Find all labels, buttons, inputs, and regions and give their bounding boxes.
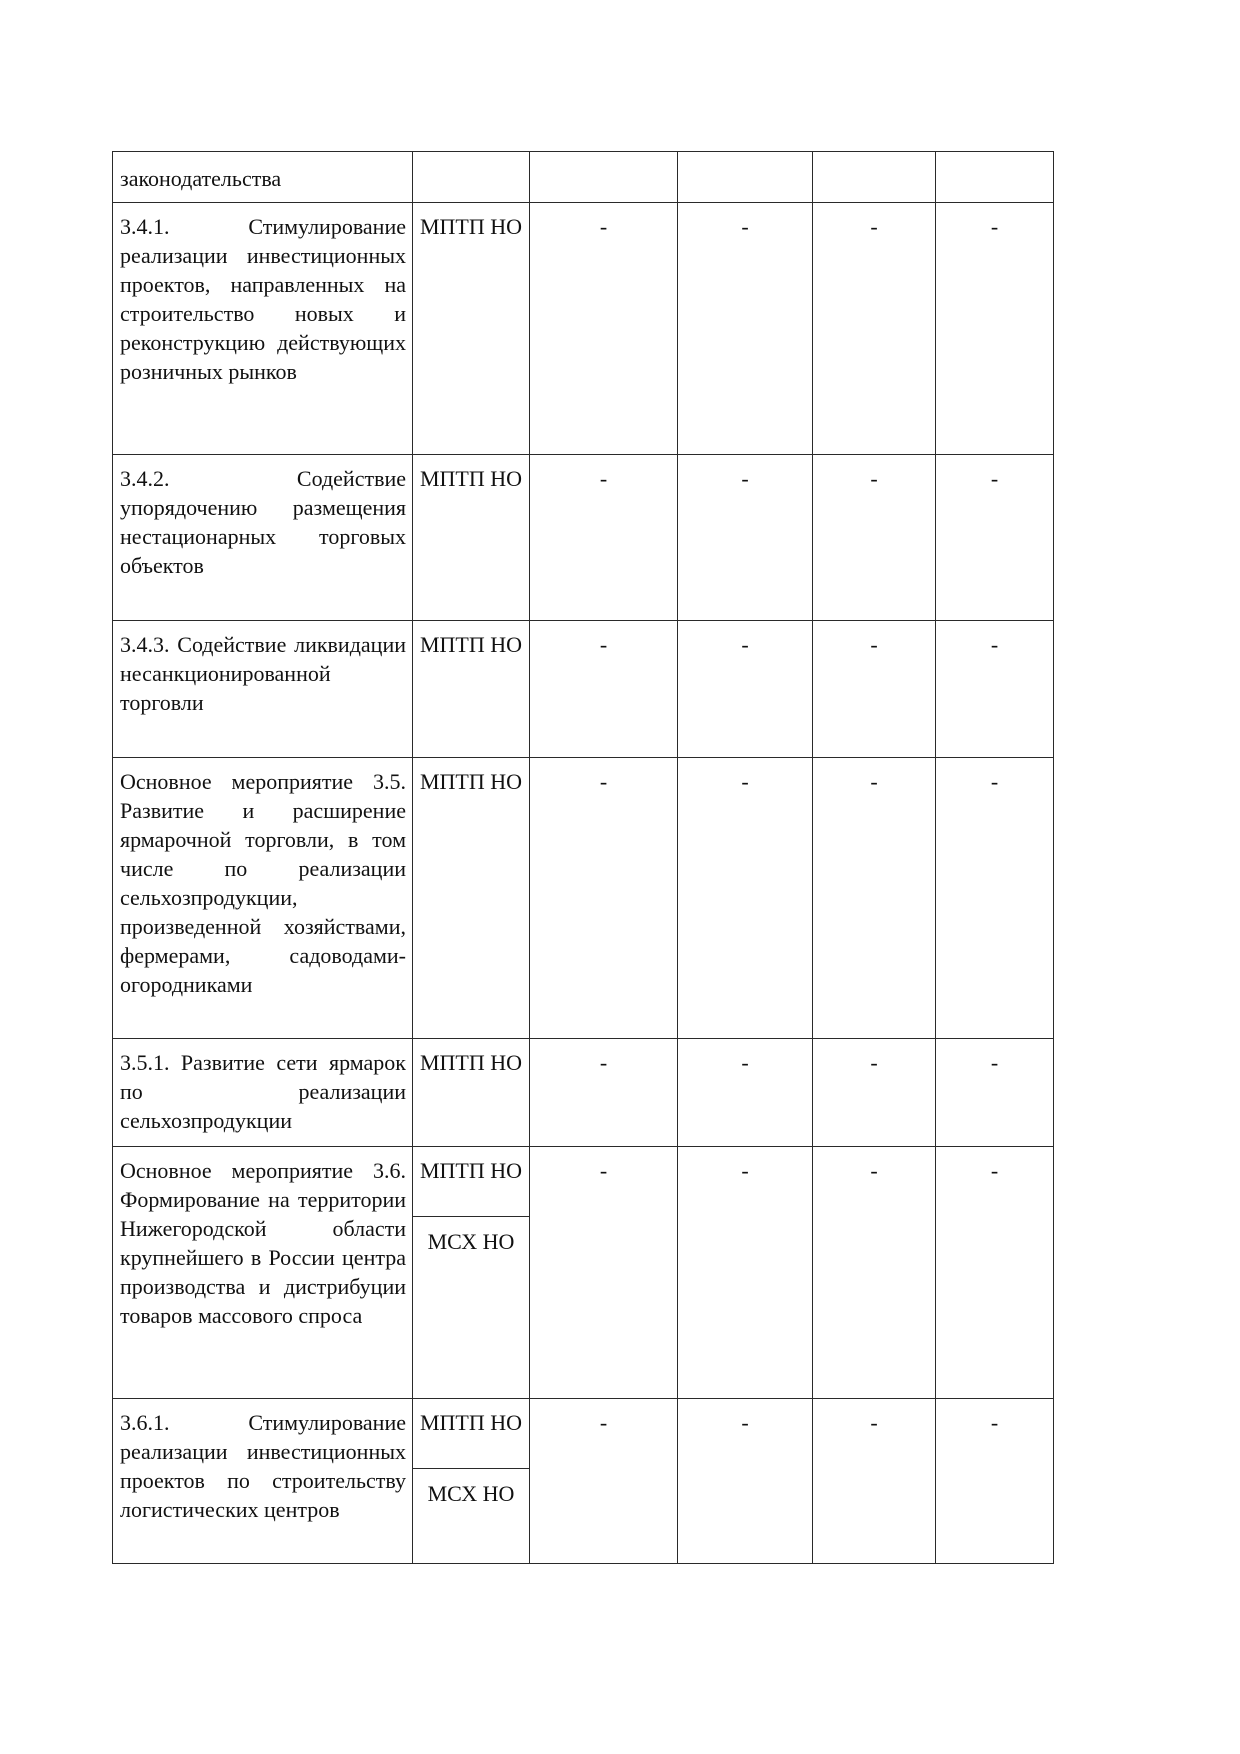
description-cell [113,203,413,455]
table-row [113,1147,1054,1399]
measures-table [112,151,1054,1564]
table-row [113,758,1054,1039]
description-text: Основное мероприятие 3.6. Формирование на территории Нижегородской области крупнейшего в России центра производства и дистрибуции товаров массового спроса [120,1158,406,1328]
value-cell: - [936,1039,1054,1147]
executor-text: МПТП НО [419,214,523,239]
executor-text: МПТП НО [419,769,523,794]
executor-cell [413,203,530,455]
description-text: 3.4.1. Стимулирование реализации инвестиционных проектов, направленных на строительство новых и реконструкцию действующих розничных рынков [120,214,406,384]
table-row [113,152,1054,203]
value-cell: - [530,1399,678,1564]
executor-text: МПТП НО [419,632,523,657]
value-cell: - [678,1147,813,1399]
value-cell: - [936,1147,1054,1399]
table-row [113,621,1054,758]
description-cell [113,621,413,758]
value-cell: - [813,621,936,758]
value-cell: - [678,455,813,621]
description-text: 3.5.1. Развитие сети ярмарок по реализации сельхозпродукции [120,1050,406,1133]
value-cell: - [936,1399,1054,1564]
executor-text: МПТП НО [419,466,523,491]
value-cell [530,152,678,203]
executor-cell [413,1399,530,1564]
executor-cell [413,1039,530,1147]
executor-cell [413,1147,530,1399]
value-cell: - [678,203,813,455]
table-row [113,1039,1054,1147]
value-cell: - [530,621,678,758]
description-cell [113,758,413,1039]
description-text: законодательства [120,166,282,191]
value-cell: - [678,1399,813,1564]
description-cell [113,1147,413,1399]
executor-cell [413,621,530,758]
description-cell [113,152,413,203]
description-text: Основное мероприятие 3.5. Развитие и расширение ярмарочной торговли, в том числе по реализации сельхозпродукции, произведенной хозяйствами, фермерами, садоводами-огородниками [120,769,406,997]
table-row [113,1399,1054,1564]
executor-secondary-text: МСХ НО [427,1481,515,1506]
value-cell: - [678,1039,813,1147]
value-cell: - [530,203,678,455]
value-cell: - [813,455,936,621]
executor-cell [413,152,530,203]
executor-text: МПТП НО [419,1050,523,1075]
executor-cell [413,758,530,1039]
value-cell [678,152,813,203]
value-cell: - [530,455,678,621]
description-text: 3.6.1. Стимулирование реализации инвестиционных проектов по строительству логистических центров [120,1410,406,1522]
value-cell: - [530,1039,678,1147]
value-cell: - [678,621,813,758]
value-cell: - [530,1147,678,1399]
table-row [113,203,1054,455]
table-row [113,455,1054,621]
value-cell: - [678,758,813,1039]
description-text: 3.4.2. Содействие упорядочению размещения нестационарных торговых объектов [120,466,406,578]
description-cell [113,455,413,621]
value-cell: - [813,1399,936,1564]
executor-text: МПТП НО [413,1399,529,1469]
value-cell: - [813,1147,936,1399]
value-cell: - [813,758,936,1039]
value-cell: - [936,621,1054,758]
value-cell: - [936,203,1054,455]
value-cell: - [813,1039,936,1147]
value-cell [936,152,1054,203]
executor-secondary-text: МСХ НО [427,1229,515,1254]
description-text: 3.4.3. Содействие ликвидации несанкционированной торговли [120,632,406,715]
description-cell [113,1399,413,1564]
executor-cell [413,455,530,621]
value-cell: - [530,758,678,1039]
executor-text: МПТП НО [413,1147,529,1217]
value-cell: - [936,758,1054,1039]
description-cell [113,1039,413,1147]
executor-text [413,152,529,169]
value-cell: - [813,203,936,455]
value-cell: - [936,455,1054,621]
value-cell [813,152,936,203]
